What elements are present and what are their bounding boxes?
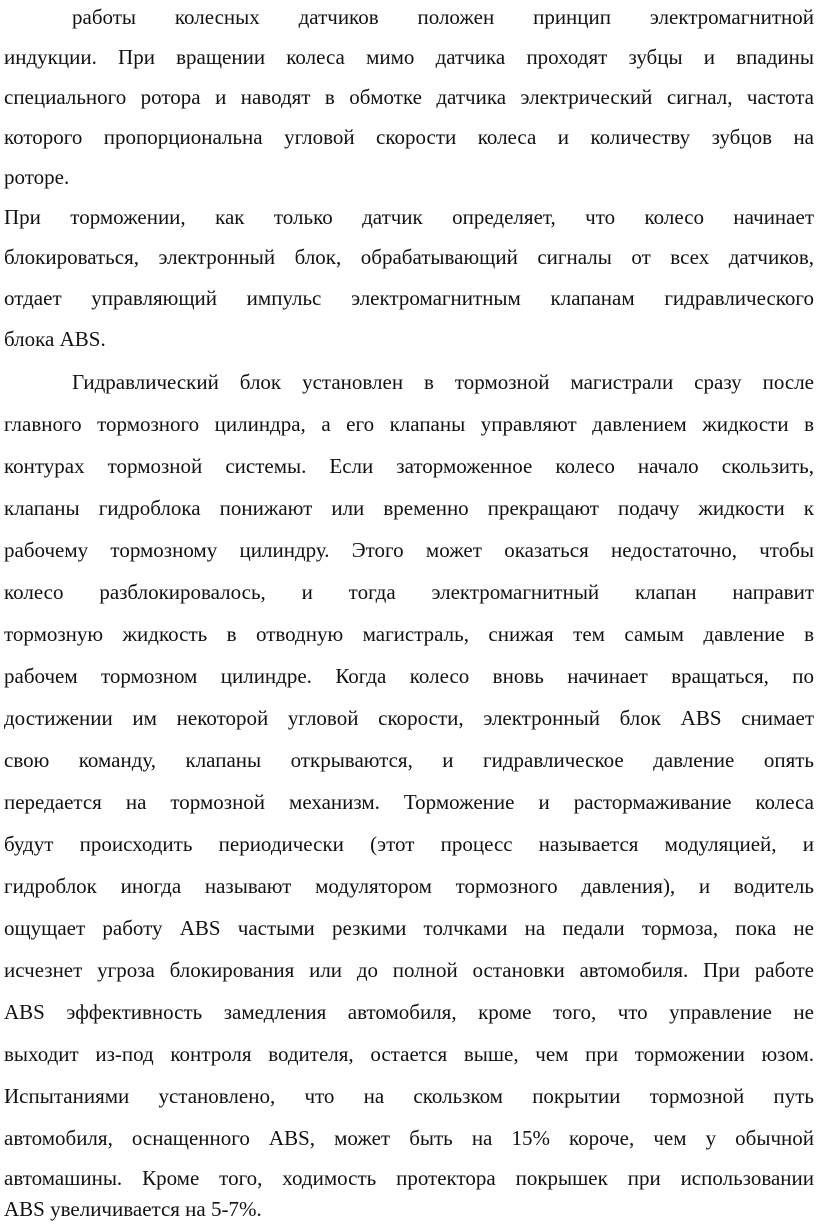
text-line: автомашины. Кроме того, ходимость протектора покрышек при использовании: [4, 1166, 814, 1190]
text-line: специального ротора и наводят в обмотке датчика электрический сигнал, частота: [4, 85, 814, 109]
text-line: автомобиля, оснащенного ABS, может быть на 15% короче, чем у обычной: [4, 1126, 814, 1150]
text-line: отдает управляющий импульс электромагнитным клапанам гидравлического: [4, 286, 814, 310]
text-line: блока ABS.: [4, 327, 106, 351]
text-line: роторе.: [4, 165, 70, 189]
text-line: тормозную жидкость в отводную магистраль, снижая тем самым давление в: [4, 622, 814, 646]
text-line: которого пропорциональна угловой скорости колеса и количеству зубцов на: [4, 125, 814, 149]
text-line: блокироваться, электронный блок, обрабатывающий сигналы от всех датчиков,: [4, 245, 814, 269]
text-line: исчезнет угроза блокирования или до полной остановки автомобиля. При работе: [4, 958, 814, 982]
text-line: ощущает работу ABS частыми резкими толчками на педали тормоза, пока не: [4, 916, 814, 940]
text-line: рабочем тормозном цилиндре. Когда колесо вновь начинает вращаться, по: [4, 664, 814, 688]
text-line: достижении им некоторой угловой скорости, электронный блок ABS снимает: [4, 706, 814, 730]
text-line: рабочему тормозному цилиндру. Этого может оказаться недостаточно, чтобы: [4, 538, 814, 562]
text-line: ABS увеличивается на 5-7%.: [4, 1197, 262, 1221]
text-line: индукции. При вращении колеса мимо датчика проходят зубцы и впадины: [4, 45, 814, 69]
text-line: Гидравлический блок установлен в тормозной магистрали сразу после: [72, 370, 814, 394]
text-line: ABS эффективность замедления автомобиля, кроме того, что управление не: [4, 1000, 814, 1024]
text-line: колесо разблокировалось, и тогда электромагнитный клапан направит: [4, 580, 814, 604]
text-line: клапаны гидроблока понижают или временно прекращают подачу жидкости к: [4, 496, 814, 520]
text-line: контурах тормозной системы. Если заторможенное колесо начало скользить,: [4, 454, 814, 478]
text-line: главного тормозного цилиндра, а его клапаны управляют давлением жидкости в: [4, 412, 814, 436]
text-line: передается на тормозной механизм. Торможение и растормаживание колеса: [4, 790, 814, 814]
text-line: работы колесных датчиков положен принцип электромагнитной: [72, 5, 814, 29]
text-line: гидроблок иногда называют модулятором тормозного давления), и водитель: [4, 874, 814, 898]
text-line: При торможении, как только датчик определяет, что колесо начинает: [4, 205, 814, 229]
text-line: выходит из-под контроля водителя, остается выше, чем при торможении юзом.: [4, 1042, 814, 1066]
text-line: будут происходить периодически (этот процесс называется модуляцией, и: [4, 832, 814, 856]
text-line: Испытаниями установлено, что на скользком покрытии тормозной путь: [4, 1084, 814, 1108]
text-line: свою команду, клапаны открываются, и гидравлическое давление опять: [4, 748, 814, 772]
